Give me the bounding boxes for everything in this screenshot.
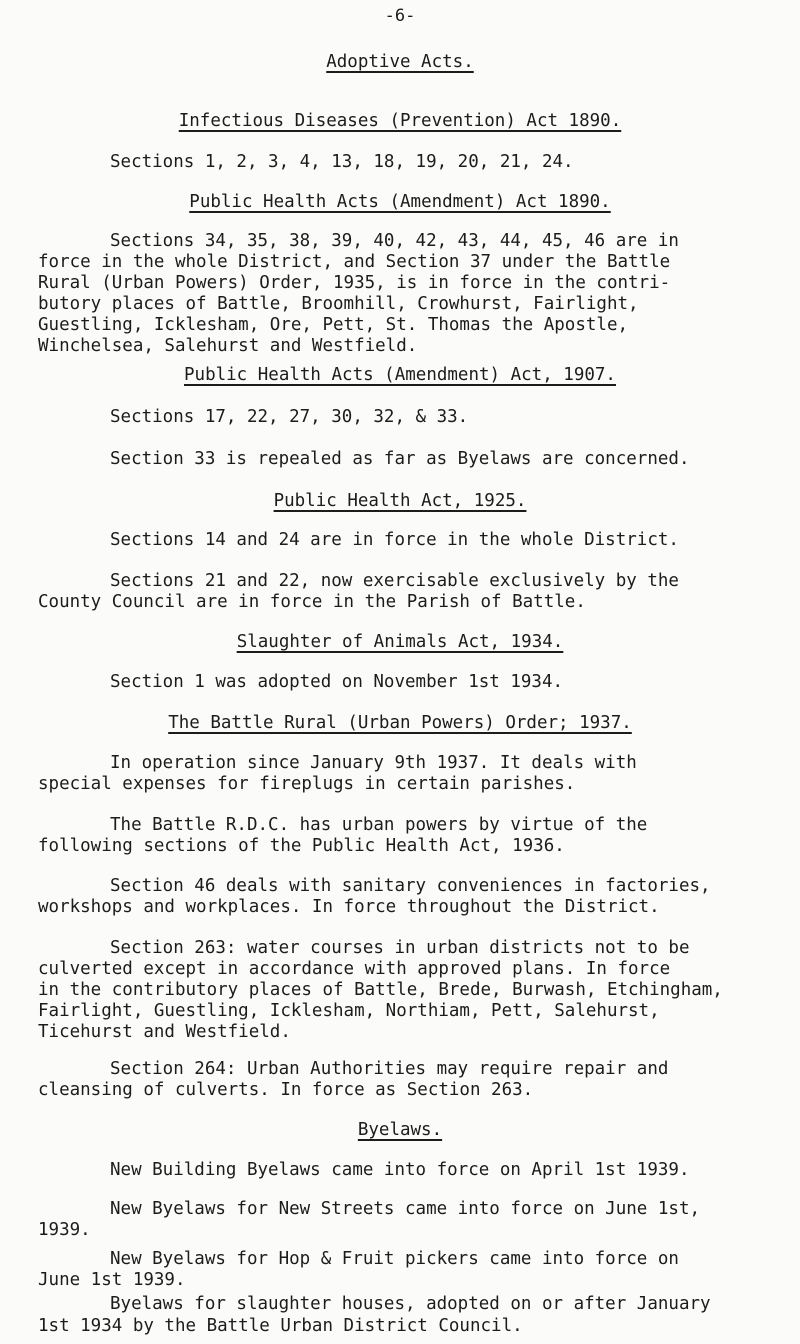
infectious-sections: Sections 1, 2, 3, 4, 13, 18, 19, 20, 21, 24. [110, 152, 574, 172]
byelaw-streets-line2: 1939. [38, 1220, 91, 1240]
byelaws-heading: Byelaws. [357, 1120, 443, 1140]
pha-1925-para2-line2: County Council are in force in the Parish of Battle. [38, 592, 586, 612]
pha-1890-text-first-line: Sections 34, 35, 38, 39, 40, 42, 43, 44, 45, 46 are in [110, 231, 679, 251]
pha-1925-para1: Sections 14 and 24 are in force in the whole District. [110, 530, 679, 550]
byelaw-slaughter-houses-line2: 1st 1934 by the Battle Urban District Council. [38, 1316, 523, 1336]
byelaw-hop-fruit-line2: June 1st 1939. [38, 1270, 186, 1290]
section-263-text: culverted except in accordance with approved plans. In force in the contributory places of Battle, Brede, Burwash, Etchingham, Fairlight, Guestling, Icklesham, Northiam, Pett, Salehurst, Ticehurst and Westfield. [38, 959, 723, 1042]
byelaw-building: New Building Byelaws came into force on April 1st 1939. [110, 1160, 690, 1180]
page-number: -6- [384, 6, 416, 26]
battle-order-para1-line1: In operation since January 9th 1937. It deals with [110, 753, 637, 773]
byelaw-slaughter-houses-line1: Byelaws for slaughter houses, adopted on or after January [110, 1294, 711, 1314]
slaughter-text: Section 1 was adopted on November 1st 1934. [110, 672, 564, 692]
section-46-line1: Section 46 deals with sanitary conveniences in factories, [110, 876, 711, 896]
byelaw-streets-line1: New Byelaws for New Streets came into force on June 1st, [110, 1199, 701, 1219]
pha-1907-sections: Sections 17, 22, 27, 30, 32, & 33. [110, 407, 469, 427]
battle-order-heading: The Battle Rural (Urban Powers) Order; 1937. [168, 713, 632, 733]
section-263-line1: Section 263: water courses in urban districts not to be [110, 938, 690, 958]
slaughter-heading: Slaughter of Animals Act, 1934. [236, 632, 564, 652]
pha-1907-heading: Public Health Acts (Amendment) Act, 1907. [184, 365, 616, 385]
infectious-diseases-heading: Infectious Diseases (Prevention) Act 1890. [178, 111, 622, 131]
byelaw-hop-fruit-line1: New Byelaws for Hop & Fruit pickers came into force on [110, 1249, 679, 1269]
battle-order-para2-line2: following sections of the Public Health Act, 1936. [38, 836, 565, 856]
section-264-line2: cleansing of culverts. In force as Section 263. [38, 1080, 534, 1100]
pha-1907-repeal: Section 33 is repealed as far as Byelaws are concerned. [110, 449, 690, 469]
battle-order-para2-line1: The Battle R.D.C. has urban powers by virtue of the [110, 815, 648, 835]
title-heading: Adoptive Acts. [326, 52, 474, 72]
pha-1890-text: force in the whole District, and Section 37 under the Battle Rural (Urban Powers) Order, 1935, is in force in the contri- butory places of Battle, Broomhill, Crowhurst, Fairlight, Guestling, Icklesham, Ore, Pett, St. Thomas the Apostle, Winchelsea, Salehurst and Westfield. [38, 252, 671, 356]
section-264-line1: Section 264: Urban Authorities may require repair and [110, 1059, 669, 1079]
battle-order-para1-line2: special expenses for fireplugs in certain parishes. [38, 774, 576, 794]
pha-1925-heading: Public Health Act, 1925. [273, 491, 527, 511]
pha-1925-para2-line1: Sections 21 and 22, now exercisable exclusively by the [110, 571, 679, 591]
pha-1890-heading: Public Health Acts (Amendment) Act 1890. [189, 192, 611, 212]
section-46-line2: workshops and workplaces. In force throughout the District. [38, 897, 660, 917]
